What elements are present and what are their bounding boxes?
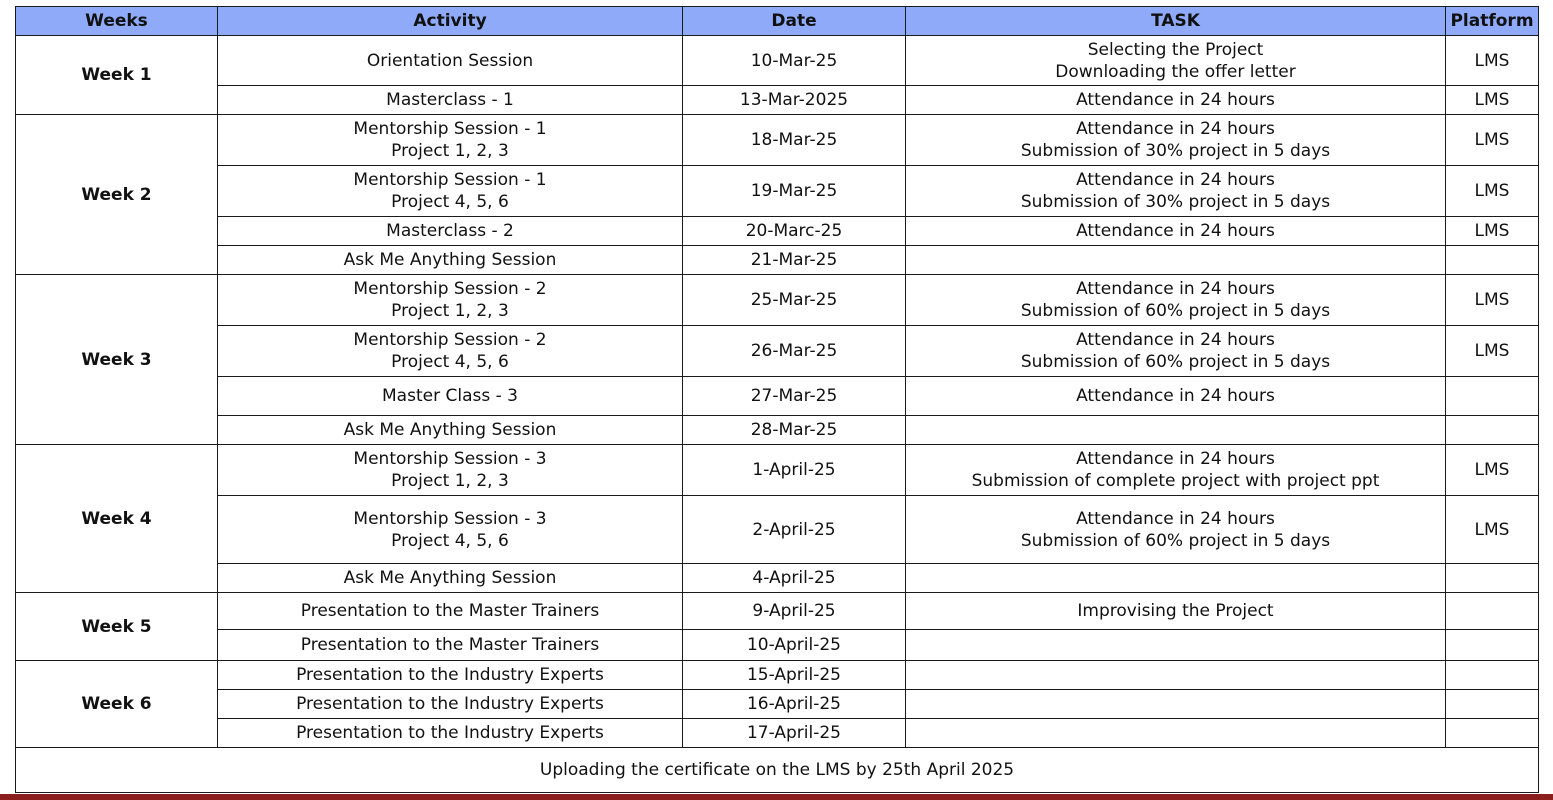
activity-line: Mentorship Session - 2 [353, 279, 547, 299]
header-activity: Activity [218, 7, 683, 36]
activity-line: Mentorship Session - 1 [353, 119, 547, 139]
date-cell: 15-April-25 [683, 661, 906, 690]
table-row [16, 690, 1539, 719]
activity-line: Presentation to the Master Trainers [300, 601, 600, 621]
activity-cell [218, 630, 683, 661]
header-platform: Platform [1446, 7, 1539, 36]
header-date: Date [683, 7, 906, 36]
activity-cell [218, 246, 683, 275]
table-row [16, 326, 1539, 377]
task-line: Submission of 60% project in 5 days [1020, 352, 1331, 372]
week-cell: Week 5 [16, 593, 218, 661]
date-cell: 2-April-25 [683, 496, 906, 564]
activity-line: Orientation Session [366, 50, 534, 71]
task-cell [906, 630, 1446, 661]
activity-line: Project 4, 5, 6 [391, 352, 509, 372]
activity-line: Presentation to the Industry Experts [296, 694, 604, 714]
activity-cell [218, 36, 683, 86]
platform-cell [1446, 593, 1539, 630]
activity-cell [218, 496, 683, 564]
task-cell [906, 690, 1446, 719]
schedule-table [15, 6, 1539, 793]
activity-line: Master Class - 3 [382, 386, 518, 406]
footer-row [16, 748, 1539, 793]
platform-cell: LMS [1446, 115, 1539, 166]
task-cell [906, 445, 1446, 496]
platform-cell [1446, 246, 1539, 275]
platform-cell: LMS [1446, 496, 1539, 564]
activity-cell [218, 275, 683, 326]
activity-line: Masterclass - 2 [386, 221, 514, 241]
task-cell [906, 326, 1446, 377]
activity-cell [218, 593, 683, 630]
task-cell [906, 496, 1446, 564]
platform-cell [1446, 377, 1539, 416]
task-cell [906, 275, 1446, 326]
activity-line: Presentation to the Industry Experts [296, 665, 604, 685]
date-cell: 18-Mar-25 [683, 115, 906, 166]
task-line: Selecting the Project [1087, 39, 1264, 60]
date-cell: 21-Mar-25 [683, 246, 906, 275]
task-line: Attendance in 24 hours [1076, 386, 1275, 406]
header-weeks: Weeks [16, 7, 218, 36]
activity-cell [218, 86, 683, 115]
date-cell: 25-Mar-25 [683, 275, 906, 326]
activity-cell [218, 719, 683, 748]
table-row [16, 36, 1539, 86]
task-line: Attendance in 24 hours [1076, 90, 1275, 110]
activity-cell [218, 416, 683, 445]
activity-line: Mentorship Session - 1 [353, 170, 547, 190]
week-cell: Week 2 [16, 115, 218, 275]
date-cell: 9-April-25 [683, 593, 906, 630]
task-cell [906, 416, 1446, 445]
activity-line: Masterclass - 1 [386, 90, 514, 110]
bottom-border-bar [0, 794, 1553, 800]
table-row [16, 496, 1539, 564]
date-cell: 1-April-25 [683, 445, 906, 496]
table-row [16, 661, 1539, 690]
task-line: Attendance in 24 hours [1076, 221, 1275, 241]
date-cell: 19-Mar-25 [683, 166, 906, 217]
activity-cell [218, 326, 683, 377]
date-cell: 16-April-25 [683, 690, 906, 719]
task-cell [906, 217, 1446, 246]
table-row [16, 275, 1539, 326]
table-row [16, 166, 1539, 217]
task-line: Attendance in 24 hours [1076, 330, 1275, 350]
task-line: Attendance in 24 hours [1076, 170, 1275, 190]
activity-line: Project 1, 2, 3 [391, 471, 509, 491]
week-cell: Week 1 [16, 36, 218, 115]
activity-cell [218, 377, 683, 416]
activity-cell [218, 166, 683, 217]
date-cell: 27-Mar-25 [683, 377, 906, 416]
date-cell: 17-April-25 [683, 719, 906, 748]
activity-cell [218, 445, 683, 496]
activity-line: Mentorship Session - 3 [353, 449, 547, 469]
table-row [16, 217, 1539, 246]
task-line: Submission of 60% project in 5 days [1020, 530, 1331, 551]
task-line: Submission of 30% project in 5 days [1020, 192, 1331, 212]
activity-cell [218, 217, 683, 246]
activity-cell [218, 115, 683, 166]
table-row [16, 593, 1539, 630]
activity-line: Ask Me Anything Session [343, 568, 557, 588]
platform-cell: LMS [1446, 275, 1539, 326]
platform-cell [1446, 690, 1539, 719]
table-row [16, 630, 1539, 661]
task-cell [906, 115, 1446, 166]
task-line: Improvising the Project [1077, 601, 1274, 621]
platform-cell [1446, 416, 1539, 445]
week-cell: Week 6 [16, 661, 218, 748]
task-cell [906, 661, 1446, 690]
task-line: Submission of 30% project in 5 days [1020, 141, 1331, 161]
activity-line: Ask Me Anything Session [343, 250, 557, 270]
task-line: Submission of 60% project in 5 days [1020, 301, 1331, 321]
date-cell: 28-Mar-25 [683, 416, 906, 445]
platform-cell: LMS [1446, 445, 1539, 496]
activity-cell [218, 690, 683, 719]
task-line: Downloading the offer letter [1055, 61, 1296, 82]
platform-cell: LMS [1446, 86, 1539, 115]
task-line: Attendance in 24 hours [1076, 119, 1275, 139]
table-row [16, 115, 1539, 166]
table-row [16, 416, 1539, 445]
activity-line: Ask Me Anything Session [343, 420, 557, 440]
platform-cell: LMS [1446, 36, 1539, 86]
date-cell: 10-Mar-25 [683, 36, 906, 86]
certificate-note: Uploading the certificate on the LMS by 25th April 2025 [16, 748, 1539, 793]
date-cell: 20-Marc-25 [683, 217, 906, 246]
table-row [16, 86, 1539, 115]
platform-cell [1446, 630, 1539, 661]
task-cell [906, 593, 1446, 630]
activity-line: Mentorship Session - 3 [353, 508, 547, 529]
activity-line: Presentation to the Master Trainers [300, 635, 600, 655]
date-cell: 10-April-25 [683, 630, 906, 661]
task-line: Attendance in 24 hours [1076, 508, 1275, 529]
platform-cell [1446, 564, 1539, 593]
task-line: Attendance in 24 hours [1076, 449, 1275, 469]
platform-cell [1446, 661, 1539, 690]
table-row [16, 719, 1539, 748]
table-row [16, 246, 1539, 275]
activity-line: Project 4, 5, 6 [391, 192, 509, 212]
platform-cell [1446, 719, 1539, 748]
task-cell [906, 377, 1446, 416]
activity-cell [218, 661, 683, 690]
date-cell: 26-Mar-25 [683, 326, 906, 377]
header-row [16, 7, 1539, 36]
task-line: Submission of complete project with project ppt [971, 471, 1380, 491]
table-row [16, 564, 1539, 593]
date-cell: 4-April-25 [683, 564, 906, 593]
week-cell: Week 3 [16, 275, 218, 445]
task-cell [906, 36, 1446, 86]
platform-cell: LMS [1446, 326, 1539, 377]
task-cell [906, 719, 1446, 748]
platform-cell: LMS [1446, 217, 1539, 246]
task-cell [906, 86, 1446, 115]
table-row [16, 445, 1539, 496]
date-cell: 13-Mar-2025 [683, 86, 906, 115]
activity-line: Project 4, 5, 6 [391, 530, 509, 551]
header-task: TASK [906, 7, 1446, 36]
activity-line: Mentorship Session - 2 [353, 330, 547, 350]
activity-line: Presentation to the Industry Experts [296, 723, 604, 743]
task-cell [906, 246, 1446, 275]
activity-line: Project 1, 2, 3 [391, 141, 509, 161]
week-cell: Week 4 [16, 445, 218, 593]
task-cell [906, 166, 1446, 217]
table-row [16, 377, 1539, 416]
task-cell [906, 564, 1446, 593]
activity-cell [218, 564, 683, 593]
activity-line: Project 1, 2, 3 [391, 301, 509, 321]
platform-cell: LMS [1446, 166, 1539, 217]
task-line: Attendance in 24 hours [1076, 279, 1275, 299]
